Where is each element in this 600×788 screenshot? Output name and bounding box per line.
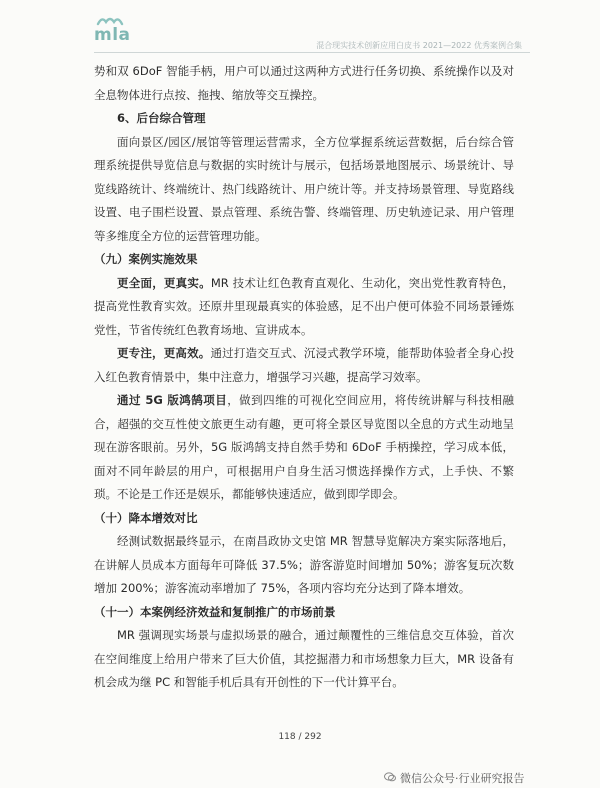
- header-divider: [94, 52, 530, 53]
- paragraph-body: MR 技术让红色教育直观化、生动化，突出党性教育特色，提高党性教育实效。还原井里现最真实的体验感，足不出户便可体验不同场景锤炼党性，节省传统红色教育场地、宣讲成本。: [94, 275, 514, 337]
- paragraph: MR 强调现实场景与虚拟场景的融合，通过颠覆性的三维信息交互体验，首次在空间维度上给用户带来了巨大价值，其挖掘潜力和市场想象力巨大，MR 设备有机会成为继 PC 和智能手机后具有开创性的下一代计算平台。: [94, 628, 514, 689]
- section-heading: （十）降本增效对比: [94, 510, 198, 525]
- paragraph: [94, 272, 514, 343]
- paragraph-body: 通过打造交互式、沉浸式教学环境，能帮助体验者全身心投入红色教育情景中，集中注意力，增强学习兴趣，提高学习效率。: [94, 346, 515, 384]
- footer-text: 微信公众号·行业研究报告: [400, 772, 525, 785]
- section-heading: 6、后台综合管理: [117, 111, 206, 125]
- header-title: 混合现实技术创新应用白皮书 2021—2022 优秀案例合集: [316, 41, 522, 50]
- page-content: [94, 60, 514, 695]
- paragraph: [94, 389, 514, 507]
- paragraph-body: ，做到四维的可视化空间应用，将传统讲解与科技相融合，超强的交互性使文旅更生动有趣，更可将全景区导览图以全息的方式生动地呈现在游客眼前。另外，5G 版鸿鹄支持自然手势和 6DoF 手柄操控，学习成本低，面对不同年龄层的用户，可根据用户自身生活习惯选择操作方式，上手快、不繁琐。不论是工作还是娱乐，都能够快速适应，做到即学即会。: [94, 393, 514, 501]
- wechat-icon: [384, 772, 396, 782]
- paragraph-lead: 通过 5G 版鸿鹄项目: [117, 393, 228, 407]
- paragraph: 面向景区/园区/展馆等管理运营需求，全方位掌握系统运营数据，后台综合管理系统提供导览信息与数据的实时统计与展示，包括场景地图展示、场景统计、导览线路统计、终端统计、热门线路统计、用户统计等。并支持场景管理、导览路线设置、电子围栏设置、景点管理、系统告警、终端管理、历史轨迹记录、用户管理等多维度全方位的运营管理功能。: [94, 134, 514, 243]
- paragraph-lead: 更专注，更高效。: [117, 346, 211, 360]
- paragraph: [94, 342, 514, 389]
- logo-text: mla: [94, 25, 131, 45]
- section-heading: （十一）本案例经济效益和复制推广的市场前景: [94, 604, 336, 619]
- paragraph: 经测试数据最终显示，在南昌政协文史馆 MR 智慧导览解决方案实际落地后，在讲解人员成本方面每年可降低 37.5%；游客游览时间增加 50%；游客复玩次数增加 200%；游客流动率增加了 75%，各项内容均充分达到了降本增效。: [94, 534, 514, 595]
- logo: [94, 14, 134, 46]
- paragraph: 势和双 6DoF 智能手柄，用户可以通过这两种方式进行任务切换、系统操作以及对全息物体进行点按、拖拽、缩放等交互操控。: [94, 64, 514, 102]
- page-number: 118 / 292: [278, 732, 322, 742]
- section-heading: （九）案例实施效果: [94, 252, 198, 266]
- paragraph-lead: 更全面，更真实。: [117, 275, 211, 290]
